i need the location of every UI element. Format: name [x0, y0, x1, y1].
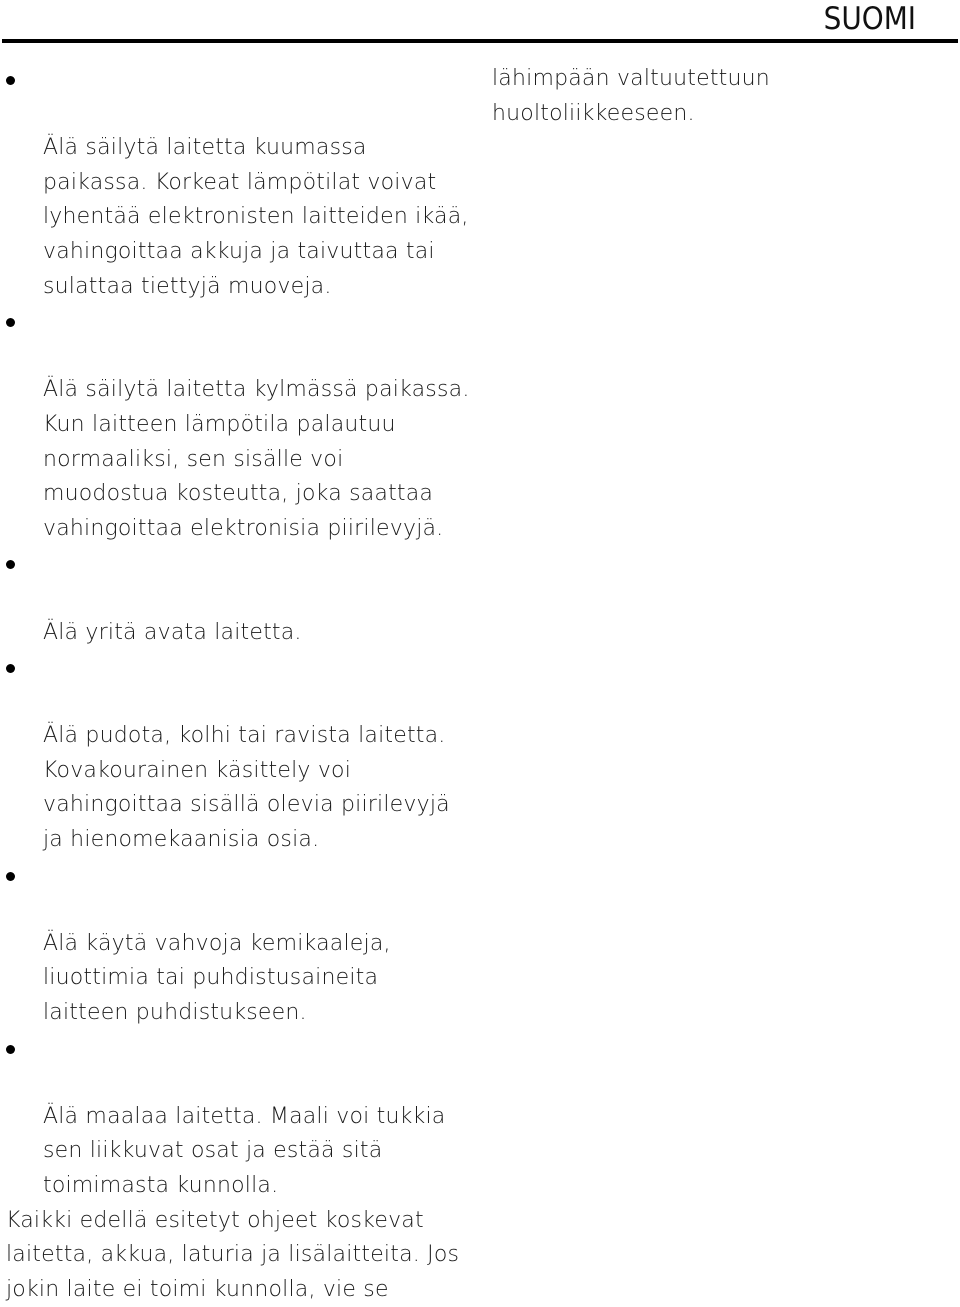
- list-item: [0, 650, 480, 858]
- list-item: [0, 304, 480, 546]
- continuation-paragraph: lähimpään valtuutettuun huoltoliikkeeseen.: [492, 66, 770, 126]
- list-item: [0, 1031, 480, 1204]
- closing-paragraph: Kaikki edellä esitetyt ohjeet koskevat laitetta, akkua, laturia ja lisälaitteita. Jos jokin laite ei toimi kunnolla, vie se: [6, 1207, 460, 1302]
- list-item-text: Älä säilytä laitetta kuumassa paikassa. Korkeat lämpötilat voivat lyhentää elektronisten laitteiden ikää, vahingoittaa akkuja ja taivuttaa tai sulattaa tiettyjä muoveja.: [43, 135, 469, 299]
- list-item-text: Älä käytä vahvoja kemikaaleja, liuottimia tai puhdistusaineita laitteen puhdistukseen.: [43, 930, 391, 1026]
- left-column: [0, 62, 480, 1307]
- list-item: [0, 858, 480, 1031]
- list-item-text: Älä pudota, kolhi tai ravista laitetta. Kovakourainen käsittely voi vahingoittaa sisällä olevia piirilevyjä ja hienomekaanisia osia.: [43, 723, 450, 853]
- list-item: [0, 546, 480, 650]
- header-rule: [2, 39, 958, 43]
- right-column: [492, 62, 932, 131]
- bullet-icon: [6, 664, 15, 673]
- care-instructions-list: [0, 62, 480, 1204]
- bullet-icon: [6, 1045, 15, 1054]
- list-item-text: Älä yritä avata laitetta.: [43, 619, 302, 645]
- bullet-icon: [6, 76, 15, 85]
- bullet-icon: [6, 560, 15, 569]
- bullet-icon: [6, 872, 15, 881]
- list-item: [0, 62, 480, 304]
- language-label: SUOMI: [823, 1, 916, 37]
- bullet-icon: [6, 318, 15, 327]
- list-item-text: Älä maalaa laitetta. Maali voi tukkia sen liikkuvat osat ja estää sitä toimimasta kunnolla.: [43, 1103, 446, 1198]
- list-item-text: Älä säilytä laitetta kylmässä paikassa. Kun laitteen lämpötila palautuu normaaliksi, sen sisälle voi muodostua kosteutta, joka saattaa vahingoittaa elektronisia piirilevyjä.: [43, 377, 470, 541]
